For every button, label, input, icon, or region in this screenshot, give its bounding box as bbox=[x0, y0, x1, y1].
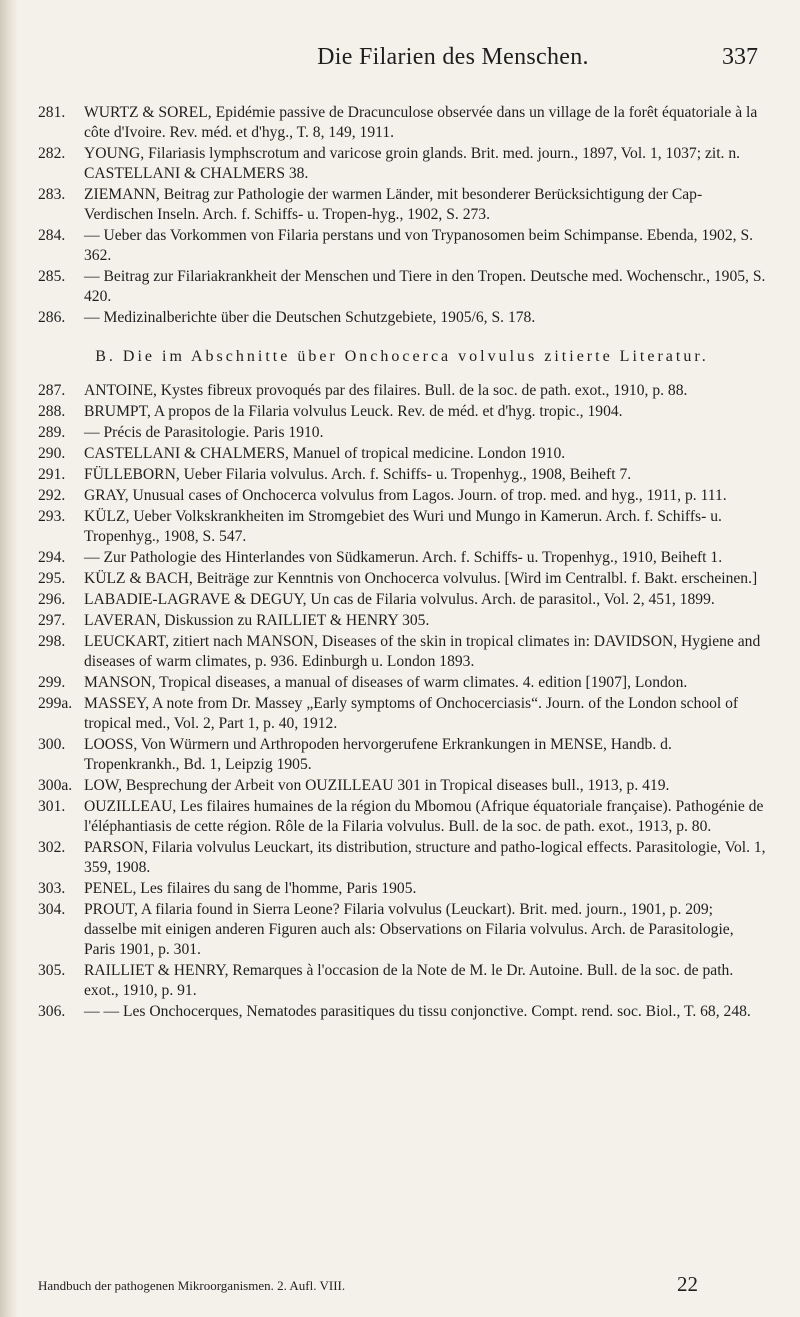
reference-text: ANTOINE, Kystes fibreux provoqués par des filaires. Bull. de la soc. de path. exot., 1910, p. 88. bbox=[84, 382, 688, 399]
reference-text: WURTZ & SOREL, Epidémie passive de Dracunculose observée dans un village de la forêt équatoriale à la côte d'Ivoire. Rev. méd. et d'hyg., T. 8, 149, 1911. bbox=[84, 104, 758, 141]
reference-text: — Ueber das Vorkommen von Filaria perstans und von Trypanosomen beim Schimpanse. Ebenda, 1902, S. 362. bbox=[84, 227, 754, 264]
reference-text: KÜLZ & BACH, Beiträge zur Kenntnis von Onchocerca volvulus. [Wird im Centralbl. f. Bakt. erscheinen.] bbox=[84, 570, 758, 587]
sheet-signature: 22 bbox=[677, 1272, 698, 1296]
bibliography bbox=[38, 103, 766, 1023]
reference-number: 292. bbox=[38, 487, 66, 504]
reference-number: 300a. bbox=[38, 777, 73, 794]
reference-entry bbox=[38, 694, 766, 734]
reference-number: 305. bbox=[38, 962, 66, 979]
reference-entry bbox=[38, 226, 766, 266]
reference-number: 304. bbox=[38, 901, 66, 918]
reference-entry bbox=[38, 673, 766, 693]
reference-text: RAILLIET & HENRY, Remarques à l'occasion de la Note de M. le Dr. Autoine. Bull. de la soc. de path. exot., 1910, p. 91. bbox=[84, 962, 734, 999]
reference-text: BRUMPT, A propos de la Filaria volvulus Leuck. Rev. de méd. et d'hyg. tropic., 1904. bbox=[84, 403, 623, 420]
section-b-heading: B. Die im Abschnitte über Onchocerca volvulus zitierte Literatur. bbox=[95, 348, 709, 365]
running-header bbox=[248, 44, 758, 74]
reference-entry bbox=[38, 797, 766, 837]
reference-text: PENEL, Les filaires du sang de l'homme, Paris 1905. bbox=[84, 880, 417, 897]
reference-entry bbox=[38, 776, 766, 796]
reference-entry bbox=[38, 381, 766, 401]
reference-number: 294. bbox=[38, 549, 66, 566]
reference-entry bbox=[38, 879, 766, 899]
reference-number: 296. bbox=[38, 591, 66, 608]
reference-number: 303. bbox=[38, 880, 66, 897]
footer-imprint: Handbuch der pathogenen Mikroorganismen. 2. Aufl. VIII. bbox=[38, 1278, 346, 1293]
reference-number: 295. bbox=[38, 570, 66, 587]
reference-entry bbox=[38, 144, 766, 184]
reference-text: ZIEMANN, Beitrag zur Pathologie der warmen Länder, mit besonderer Berücksichtigung der Cap-Verdischen Inseln. Arch. f. Schiffs- u. Tropen-hyg., 1902, S. 273. bbox=[84, 186, 703, 223]
reference-entry bbox=[38, 185, 766, 225]
reference-text: — Précis de Parasitologie. Paris 1910. bbox=[84, 424, 324, 441]
reference-entry bbox=[38, 590, 766, 610]
reference-text: CASTELLANI & CHALMERS, Manuel of tropical medicine. London 1910. bbox=[84, 445, 566, 462]
reference-entry bbox=[38, 308, 766, 328]
reference-text: KÜLZ, Ueber Volkskrankheiten im Stromgebiet des Wuri und Mungo in Kamerun. Arch. f. Schiffs- u. Tropenhyg., 1908, S. 547. bbox=[84, 508, 722, 545]
reference-entry bbox=[38, 735, 766, 775]
reference-entry bbox=[38, 569, 766, 589]
reference-text: LOOSS, Von Würmern und Arthropoden hervorgerufene Erkrankungen in MENSE, Handb. d. Tropenkrankh., Bd. 1, Leipzig 1905. bbox=[84, 736, 672, 773]
reference-text: FÜLLEBORN, Ueber Filaria volvulus. Arch. f. Schiffs- u. Tropenhyg., 1908, Beiheft 7. bbox=[84, 466, 632, 483]
running-title: Die Filarien des Menschen. bbox=[317, 44, 589, 70]
reference-number: 299. bbox=[38, 674, 66, 691]
reference-entry bbox=[38, 632, 766, 672]
reference-text: OUZILLEAU, Les filaires humaines de la région du Mbomou (Afrique équatoriale française). Pathogénie de l'éléphantiasis de cette région. Rôle de la Filaria volvulus. Bull. de la soc. de path. exot., 1913, p. 80. bbox=[84, 798, 764, 835]
reference-text: PARSON, Filaria volvulus Leuckart, its distribution, structure and patho-logical effects. Parasitologie, Vol. 1, 359, 1908. bbox=[84, 839, 766, 876]
reference-number: 301. bbox=[38, 798, 66, 815]
reference-entry bbox=[38, 838, 766, 878]
reference-text: LAVERAN, Diskussion zu RAILLIET & HENRY 305. bbox=[84, 612, 430, 629]
reference-entry bbox=[38, 103, 766, 143]
reference-entry bbox=[38, 267, 766, 307]
reference-entry bbox=[38, 611, 766, 631]
bibliography-list-b bbox=[38, 381, 766, 1022]
reference-number: 299a. bbox=[38, 695, 73, 712]
reference-entry bbox=[38, 548, 766, 568]
page-footer bbox=[38, 1274, 698, 1298]
reference-text: — Zur Pathologie des Hinterlandes von Südkamerun. Arch. f. Schiffs- u. Tropenhyg., 1910, Beiheft 1. bbox=[84, 549, 723, 566]
reference-number: 297. bbox=[38, 612, 66, 629]
reference-number: 306. bbox=[38, 1003, 66, 1020]
reference-entry bbox=[38, 507, 766, 547]
reference-number: 291. bbox=[38, 466, 66, 483]
reference-text: — — Les Onchocerques, Nematodes parasitiques du tissu conjonctive. Compt. rend. soc. Biol., T. 68, 248. bbox=[84, 1003, 751, 1020]
reference-text: MANSON, Tropical diseases, a manual of diseases of warm climates. 4. edition [1907], London. bbox=[84, 674, 688, 691]
reference-text: LOW, Besprechung der Arbeit von OUZILLEAU 301 in Tropical diseases bull., 1913, p. 419. bbox=[84, 777, 670, 794]
reference-text: — Beitrag zur Filariakrankheit der Menschen und Tiere in den Tropen. Deutsche med. Wochenschr., 1905, S. 420. bbox=[84, 268, 766, 305]
reference-number: 300. bbox=[38, 736, 66, 753]
reference-number: 285. bbox=[38, 268, 66, 285]
reference-entry bbox=[38, 486, 766, 506]
reference-number: 298. bbox=[38, 633, 66, 650]
page-number: 337 bbox=[722, 44, 758, 70]
reference-number: 284. bbox=[38, 227, 66, 244]
reference-number: 293. bbox=[38, 508, 66, 525]
reference-text: — Medizinalberichte über die Deutschen Schutzgebiete, 1905/6, S. 178. bbox=[84, 309, 536, 326]
reference-text: MASSEY, A note from Dr. Massey „Early symptoms of Onchocerciasis“. Journ. of the London school of tropical med., Vol. 2, Part 1, p. 40, 1912. bbox=[84, 695, 739, 732]
reference-number: 282. bbox=[38, 145, 66, 162]
reference-text: GRAY, Unusual cases of Onchocerca volvulus from Lagos. Journ. of trop. med. and hyg., 1911, p. 111. bbox=[84, 487, 727, 504]
reference-entry bbox=[38, 1002, 766, 1022]
reference-entry bbox=[38, 402, 766, 422]
reference-number: 288. bbox=[38, 403, 66, 420]
reference-entry bbox=[38, 423, 766, 443]
book-binding-shadow bbox=[0, 0, 18, 1317]
reference-entry bbox=[38, 961, 766, 1001]
reference-text: YOUNG, Filariasis lymphscrotum and varicose groin glands. Brit. med. journ., 1897, Vol. 1, 1037; zit. n. CASTELLANI & CHALMERS 38. bbox=[84, 145, 741, 182]
reference-number: 290. bbox=[38, 445, 66, 462]
reference-number: 287. bbox=[38, 382, 66, 399]
reference-number: 286. bbox=[38, 309, 66, 326]
reference-text: LABADIE-LAGRAVE & DEGUY, Un cas de Filaria volvulus. Arch. de parasitol., Vol. 2, 451, 1899. bbox=[84, 591, 715, 608]
reference-entry bbox=[38, 444, 766, 464]
reference-number: 289. bbox=[38, 424, 66, 441]
reference-text: LEUCKART, zitiert nach MANSON, Diseases of the skin in tropical climates in: DAVIDSON, Hygiene and diseases of warm climates, p. 936. Edinburgh u. London 1893. bbox=[84, 633, 761, 670]
bibliography-list-a bbox=[38, 103, 766, 328]
reference-entry bbox=[38, 900, 766, 960]
reference-number: 281. bbox=[38, 104, 66, 121]
reference-entry bbox=[38, 465, 766, 485]
reference-text: PROUT, A filaria found in Sierra Leone? Filaria volvulus (Leuckart). Brit. med. journ., 1901, p. 209; dasselbe mit einigen anderen Figuren auch als: Observations on Filaria volvulus. Arch. de Parasitologie, Paris 1901, p. 301. bbox=[84, 901, 734, 958]
reference-number: 283. bbox=[38, 186, 66, 203]
reference-number: 302. bbox=[38, 839, 66, 856]
